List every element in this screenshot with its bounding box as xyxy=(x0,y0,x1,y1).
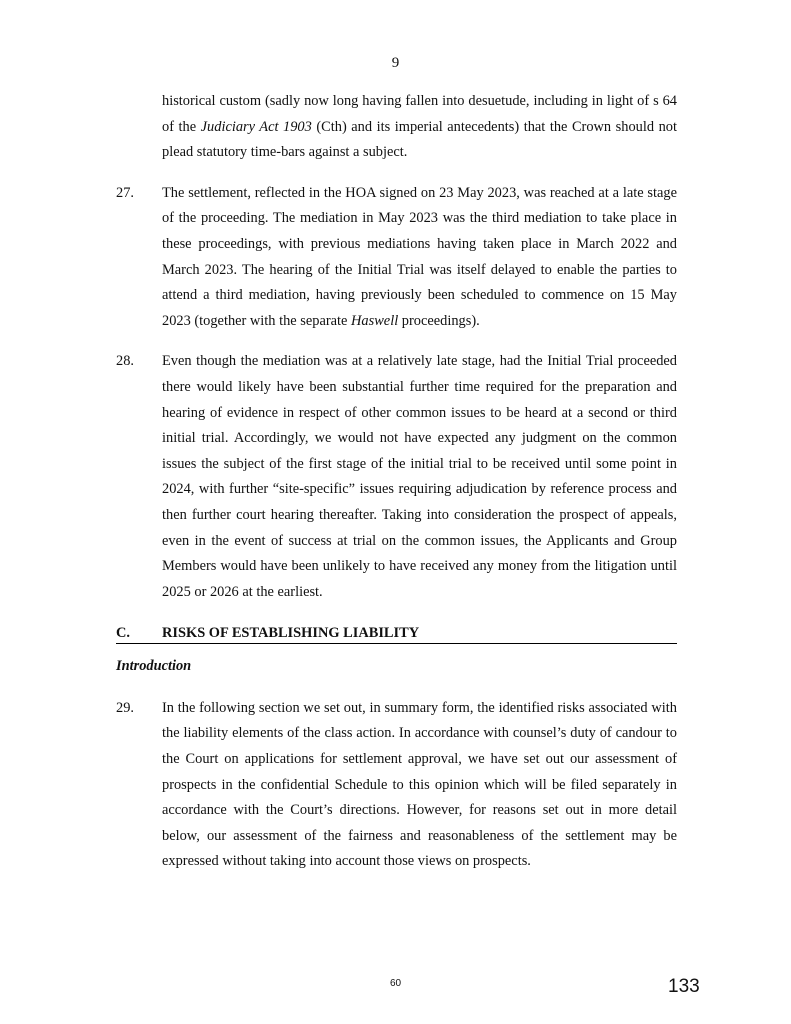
footer-stamp-number: 133 xyxy=(668,976,700,997)
paragraph-27-text-1: The settlement, reflected in the HOA signed on 23 May 2023, was reached at a late stage of the proceeding. The mediation in May 2023 was the third mediation to take place in these proceedings, with previous mediations having taken place in March 2022 and March 2023. The hearing of the Initial Trial was itself delayed to enable the parties to attend a third mediation, having previously been scheduled to commence on 15 May 2023 (together with the separate xyxy=(162,184,677,329)
paragraph-number: 27. xyxy=(116,184,134,201)
section-heading xyxy=(116,623,677,644)
paragraph-text: Even though the mediation was at a relatively late stage, had the Initial Trial proceeded there would likely have been substantial further time required for the preparation and hearing of evidence in respect of other common issues to be heard at a second or third initial trial. Accordingly, we would not have expected any judgment on the common issues the subject of the first stage of the initial trial to be received until some point in 2024, with further “site-specific” issues requiring adjudication by reference process and then further court hearing thereafter. Taking into consideration the prospect of appeals, even in the event of success at trial on the common issues, the Applicants and Group Members would have been unlikely to have received any money from the litigation until 2025 or 2026 at the earliest. xyxy=(162,353,677,600)
document-body xyxy=(116,89,677,875)
paragraph-text xyxy=(162,181,677,335)
continuation-text-1: historical custom (sadly now long having fallen into desuetude, including in light of s 64 of the xyxy=(162,93,677,135)
paragraph-number: 29. xyxy=(116,699,134,716)
subheading-introduction: Introduction xyxy=(116,658,192,675)
paragraph-28 xyxy=(116,349,677,605)
paragraph-29 xyxy=(116,696,677,875)
footer-page-label: 60 xyxy=(389,978,402,989)
paragraph-27-italic: Haswell xyxy=(351,312,399,329)
paragraph-continuation xyxy=(116,89,677,166)
continuation-text-2: (Cth) and its imperial antecedents) that the Crown should not plead statutory time-bars against a subject. xyxy=(162,118,677,161)
section-title: RISKS OF ESTABLISHING LIABILITY xyxy=(162,625,420,642)
paragraph-27-text-2: proceedings). xyxy=(398,312,480,329)
paragraph-text: In the following section we set out, in summary form, the identified risks associated with the liability elements of the class action. In accordance with counsel’s duty of candour to the Court on applications for settlement approval, we have set out our assessment of prospects in the confidential Schedule to this opinion which will be filed separately in accordance with the Court’s directions. However, for reasons set out in more detail below, our assessment of the fairness and reasonableness of the settlement may be expressed without taking into account those views on prospects. xyxy=(162,699,677,870)
section-letter: C. xyxy=(116,625,130,642)
page-number: 9 xyxy=(391,55,400,71)
paragraph-27 xyxy=(116,181,677,335)
paragraph-number: 28. xyxy=(116,353,134,370)
continuation-italic-act: Judiciary Act 1903 xyxy=(200,118,312,135)
